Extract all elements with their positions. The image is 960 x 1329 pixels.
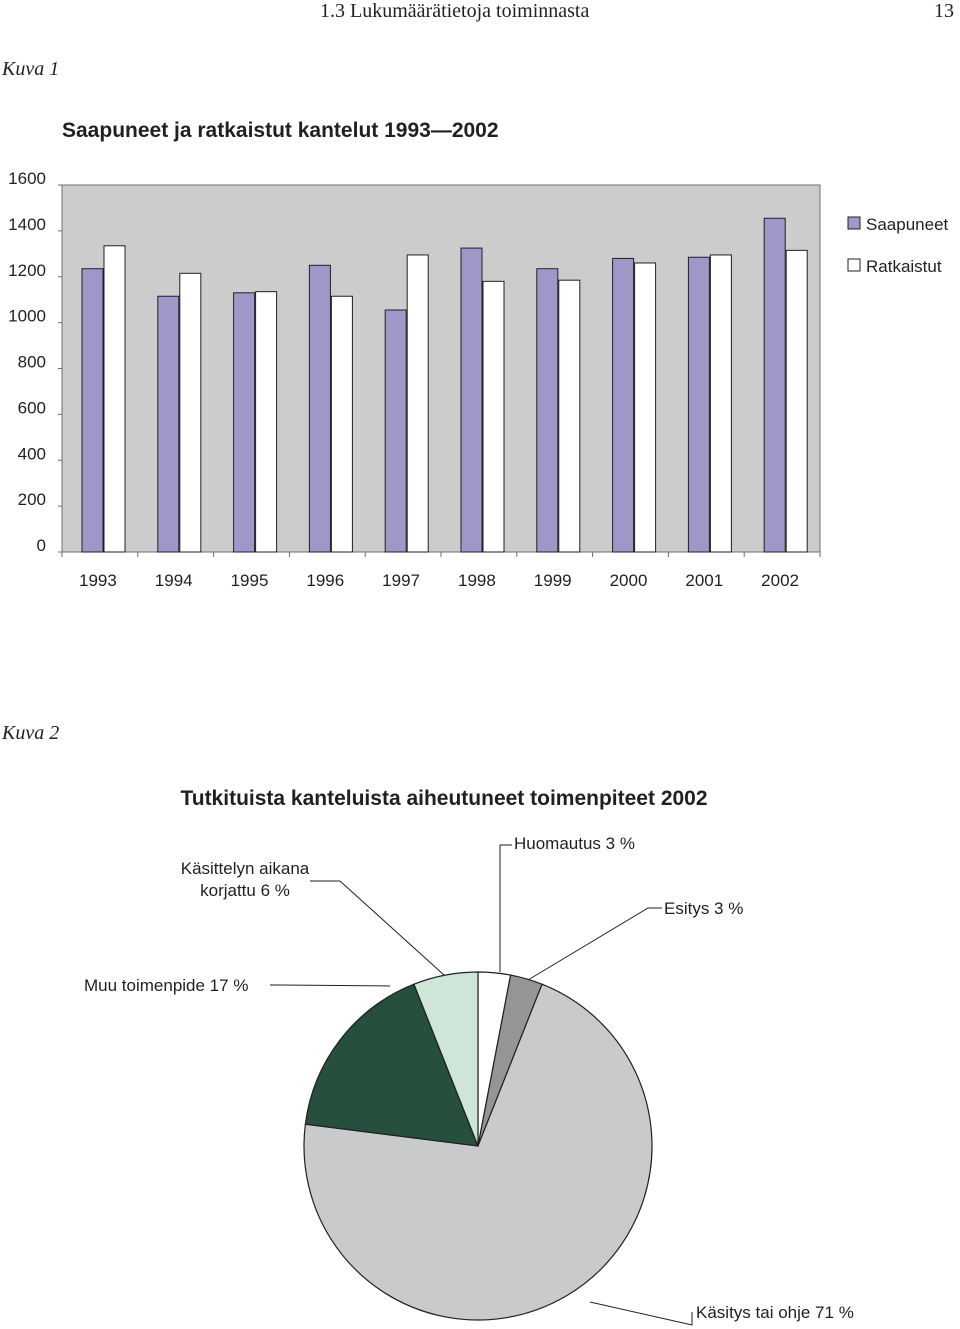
bar-ratkaistut-2002 (786, 250, 807, 552)
x-tick-label: 1995 (230, 571, 269, 590)
legend-label-saapuneet: Saapuneet (866, 215, 949, 234)
leader-korjattu (310, 881, 444, 975)
bar-ratkaistut-1993 (104, 246, 125, 552)
x-tick-label: 1998 (457, 571, 496, 590)
pie-slice-3 (305, 984, 478, 1146)
pie-label-huomautus: Huomautus 3 % (514, 834, 635, 853)
leader-muu (270, 985, 390, 986)
bar-ratkaistut-1998 (483, 281, 504, 552)
bar-ratkaistut-1999 (559, 280, 580, 552)
bar-saapuneet-1998 (461, 248, 482, 552)
bar-ratkaistut-2000 (635, 263, 656, 552)
pie-chart-title: Tutkituista kanteluista aiheutuneet toimenpiteet 2002 (180, 787, 708, 810)
figure-1-label: Kuva 1 (2, 58, 60, 80)
x-tick-label: 1997 (382, 571, 421, 590)
leader-esitys (528, 908, 662, 980)
y-tick-label: 1200 (8, 260, 46, 280)
bar-chart (0, 0, 960, 620)
bar-saapuneet-1994 (158, 296, 179, 552)
leader-huomautus (500, 845, 512, 972)
bar-ratkaistut-1995 (256, 292, 277, 552)
bar-saapuneet-1996 (309, 265, 330, 552)
pie-slice-1 (478, 975, 542, 1146)
pie-slice-4 (414, 972, 478, 1146)
pie-slice-2 (304, 984, 652, 1320)
pie-label-korjattu-line1: Käsittelyn aikana (180, 859, 310, 878)
figure-2-label: Kuva 2 (2, 722, 60, 744)
y-tick-label: 1600 (8, 169, 46, 188)
leader-kasitys (590, 1302, 692, 1325)
bar-ratkaistut-2001 (710, 255, 731, 552)
y-tick-label: 200 (17, 490, 46, 510)
bar-chart-title: Saapuneet ja ratkaistut kantelut 1993—2002 (62, 119, 499, 142)
y-axis (8, 169, 62, 555)
legend (848, 215, 949, 276)
x-axis (62, 552, 820, 590)
bar-saapuneet-2002 (764, 218, 785, 552)
pie-leader-lines (270, 845, 692, 1325)
x-tick-label: 2000 (609, 571, 648, 590)
y-tick-label: 600 (17, 398, 46, 418)
bar-ratkaistut-1997 (407, 255, 428, 552)
y-tick-label: 400 (17, 444, 46, 464)
x-tick-label: 1999 (533, 571, 572, 590)
bar-saapuneet-1997 (385, 310, 406, 552)
pie-label-korjattu-line2: korjattu 6 % (200, 881, 290, 900)
bar-saapuneet-2001 (688, 257, 709, 552)
pie-slices (304, 972, 652, 1320)
y-tick-label: 800 (17, 352, 46, 372)
pie-label-kasitys: Käsitys tai ohje 71 % (696, 1303, 854, 1322)
x-tick-label: 1993 (78, 571, 117, 590)
bar-ratkaistut-1996 (331, 296, 352, 552)
y-tick-label: 1000 (8, 306, 46, 326)
legend-label-ratkaistut: Ratkaistut (866, 257, 942, 276)
y-tick-label: 1400 (8, 214, 46, 234)
legend-swatch-saapuneet (848, 217, 860, 229)
bar-saapuneet-1995 (234, 293, 255, 552)
section-title: 1.3 Lukumäärätietoja toiminnasta (320, 0, 590, 22)
bar-saapuneet-2000 (613, 258, 634, 552)
x-tick-label: 1996 (306, 571, 345, 590)
bar-ratkaistut-1994 (180, 273, 201, 552)
pie-label-muu: Muu toimenpide 17 % (84, 976, 249, 995)
bar-saapuneet-1999 (537, 269, 558, 552)
page-number: 13 (934, 0, 954, 22)
y-tick-label: 0 (36, 536, 46, 555)
x-tick-label: 2002 (761, 571, 800, 590)
bar-saapuneet-1993 (82, 269, 103, 552)
pie-slice-0 (478, 972, 511, 1146)
pie-label-esitys: Esitys 3 % (664, 899, 744, 918)
legend-swatch-ratkaistut (848, 259, 860, 271)
x-tick-label: 1994 (154, 571, 193, 590)
x-tick-label: 2001 (685, 571, 724, 590)
